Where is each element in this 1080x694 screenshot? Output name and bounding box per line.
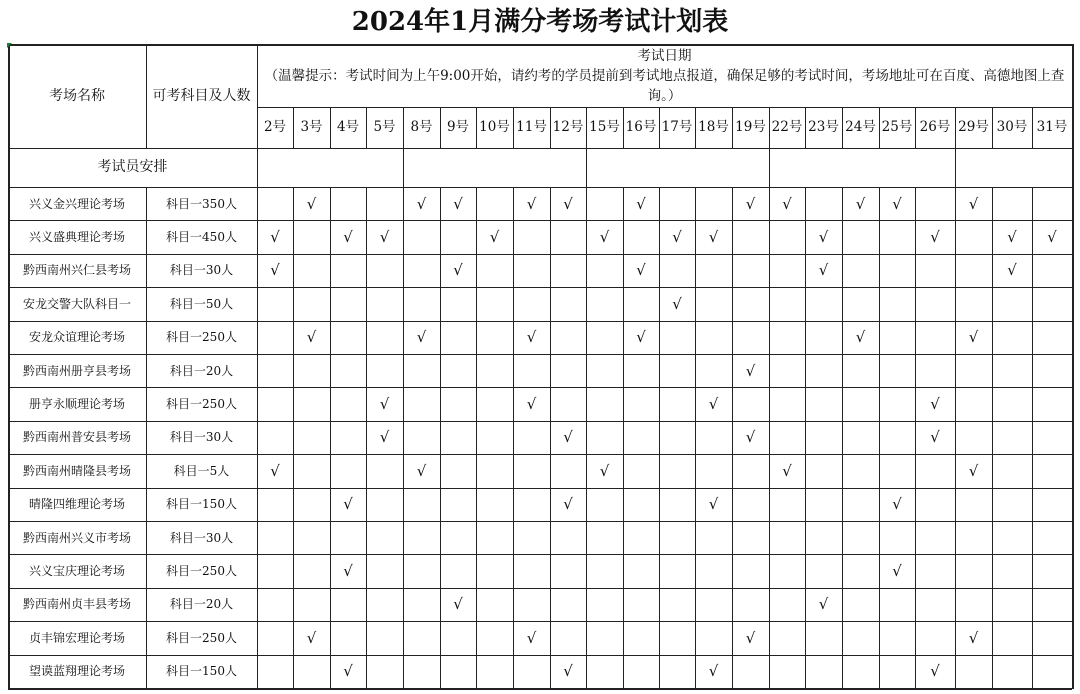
venue-name: 兴义盛典理论考场 bbox=[28, 229, 125, 244]
check-mark: √ bbox=[1007, 227, 1017, 246]
check-mark: √ bbox=[343, 495, 353, 514]
venue-name: 望谟蓝翔理论考场 bbox=[28, 664, 125, 679]
check-mark: √ bbox=[599, 461, 610, 480]
subject-capacity: 科目一20人 bbox=[169, 363, 234, 378]
date-column-header: 19号 bbox=[735, 119, 766, 136]
check-mark: √ bbox=[416, 461, 427, 480]
page-title: 2024年1月满分考场考试计划表 bbox=[351, 7, 729, 37]
check-mark: √ bbox=[708, 495, 719, 514]
date-column-header: 29号 bbox=[958, 119, 989, 136]
date-column-header: 8号 bbox=[410, 119, 433, 136]
check-mark: √ bbox=[672, 227, 682, 246]
subject-capacity: 科目一30人 bbox=[169, 263, 234, 278]
grid-line bbox=[955, 187, 956, 688]
check-mark: √ bbox=[306, 194, 317, 213]
check-mark: √ bbox=[745, 428, 756, 447]
venue-name: 安龙交警大队科目一 bbox=[22, 296, 131, 311]
subject-capacity: 科目一250人 bbox=[166, 563, 237, 578]
check-mark: √ bbox=[270, 461, 280, 480]
date-column-header: 11号 bbox=[516, 119, 547, 136]
venue-name: 黔西南州册亨县考场 bbox=[22, 363, 131, 378]
venue-name: 兴义金兴理论考场 bbox=[28, 196, 125, 211]
check-mark: √ bbox=[306, 328, 317, 347]
check-mark: √ bbox=[379, 227, 390, 246]
check-mark: √ bbox=[416, 328, 427, 347]
check-mark: √ bbox=[270, 227, 280, 246]
date-column-header: 15号 bbox=[589, 119, 620, 136]
grid-line bbox=[476, 187, 477, 688]
check-mark: √ bbox=[453, 261, 463, 280]
check-mark: √ bbox=[855, 194, 866, 213]
check-mark: √ bbox=[563, 495, 573, 514]
venue-name: 兴义宝庆理论考场 bbox=[28, 563, 125, 578]
subject-capacity: 科目一250人 bbox=[166, 630, 237, 645]
check-mark: √ bbox=[745, 628, 756, 647]
check-mark: √ bbox=[563, 662, 573, 681]
check-mark: √ bbox=[636, 328, 646, 347]
check-mark: √ bbox=[708, 662, 719, 681]
subject-capacity: 科目一30人 bbox=[169, 430, 234, 445]
venue-name: 黔西南州兴仁县考场 bbox=[22, 263, 131, 278]
check-mark: √ bbox=[930, 227, 940, 246]
check-mark: √ bbox=[453, 194, 463, 213]
venue-name: 贞丰锦宏理论考场 bbox=[28, 630, 125, 645]
check-mark: √ bbox=[526, 194, 537, 213]
venue-column-header: 考场名称 bbox=[49, 87, 105, 104]
check-mark: √ bbox=[782, 194, 792, 213]
grid-line bbox=[842, 187, 843, 688]
venue-name: 黔西南州贞丰县考场 bbox=[22, 597, 131, 612]
subject-capacity: 科目一150人 bbox=[166, 497, 237, 512]
check-mark: √ bbox=[489, 227, 500, 246]
date-column-header: 24号 bbox=[845, 119, 876, 136]
subject-capacity: 科目一50人 bbox=[169, 296, 234, 311]
date-column-header: 23号 bbox=[808, 119, 839, 136]
check-mark: √ bbox=[968, 328, 979, 347]
date-column-header: 17号 bbox=[661, 119, 693, 136]
grid-line bbox=[879, 187, 880, 688]
date-column-header: 26号 bbox=[919, 119, 951, 136]
subject-capacity: 科目一450人 bbox=[166, 229, 237, 244]
date-column-header: 4号 bbox=[336, 119, 360, 136]
check-mark: √ bbox=[453, 595, 463, 614]
grid-line bbox=[8, 688, 1072, 690]
venue-name: 黔西南州兴义市考场 bbox=[22, 530, 131, 545]
check-mark: √ bbox=[270, 261, 280, 280]
date-column-header: 31号 bbox=[1036, 119, 1068, 136]
venue-name: 册亨永顺理论考场 bbox=[28, 396, 125, 411]
check-mark: √ bbox=[892, 495, 902, 514]
check-mark: √ bbox=[1007, 261, 1017, 280]
check-mark: √ bbox=[968, 628, 979, 647]
check-mark: √ bbox=[636, 194, 646, 213]
check-mark: √ bbox=[563, 194, 573, 213]
cell-corner-indicator bbox=[7, 43, 12, 48]
venue-name: 黔西南州晴隆县考场 bbox=[22, 463, 131, 478]
check-mark: √ bbox=[855, 328, 866, 347]
grid-line bbox=[769, 187, 770, 688]
grid-line bbox=[695, 187, 696, 688]
check-mark: √ bbox=[416, 194, 427, 213]
check-mark: √ bbox=[563, 428, 573, 447]
subject-capacity: 科目一30人 bbox=[169, 530, 234, 545]
subject-capacity: 科目一20人 bbox=[169, 597, 234, 612]
date-header bbox=[257, 44, 1072, 107]
check-mark: √ bbox=[343, 662, 353, 681]
grid-line bbox=[403, 148, 404, 187]
check-mark: √ bbox=[343, 227, 353, 246]
check-mark: √ bbox=[599, 227, 610, 246]
grid-line bbox=[586, 148, 587, 187]
subject-capacity: 科目一5人 bbox=[173, 463, 230, 478]
venue-name: 晴隆四维理论考场 bbox=[28, 497, 125, 512]
check-mark: √ bbox=[818, 595, 829, 614]
subject-capacity: 科目一250人 bbox=[166, 330, 237, 345]
examiner-row-label: 考试员安排 bbox=[97, 159, 168, 176]
grid-line bbox=[586, 187, 587, 688]
check-mark: √ bbox=[343, 561, 353, 580]
date-column-header: 16号 bbox=[625, 119, 657, 136]
subject-capacity: 科目一350人 bbox=[166, 196, 237, 211]
date-column-header: 2号 bbox=[263, 119, 287, 136]
grid-line bbox=[513, 187, 514, 688]
check-mark: √ bbox=[968, 461, 979, 480]
venue-name: 安龙众谊理论考场 bbox=[28, 330, 125, 345]
check-mark: √ bbox=[708, 227, 719, 246]
check-mark: √ bbox=[818, 261, 829, 280]
date-column-header: 3号 bbox=[300, 119, 323, 136]
date-column-header: 18号 bbox=[698, 119, 729, 136]
check-mark: √ bbox=[930, 662, 940, 681]
grid-line bbox=[1072, 44, 1074, 689]
check-mark: √ bbox=[892, 561, 902, 580]
date-column-header: 25号 bbox=[881, 119, 913, 136]
grid-line bbox=[1032, 187, 1033, 688]
check-mark: √ bbox=[526, 394, 537, 413]
check-mark: √ bbox=[930, 428, 940, 447]
check-mark: √ bbox=[672, 294, 682, 313]
check-mark: √ bbox=[745, 361, 756, 380]
subject-capacity: 科目一250人 bbox=[166, 396, 237, 411]
date-column-header: 9号 bbox=[446, 119, 470, 136]
check-mark: √ bbox=[306, 628, 317, 647]
date-column-header: 30号 bbox=[996, 119, 1028, 136]
check-mark: √ bbox=[892, 194, 902, 213]
subject-column-header: 可考科目及人数 bbox=[152, 87, 251, 104]
check-mark: √ bbox=[968, 194, 979, 213]
grid-line bbox=[293, 187, 294, 688]
grid-line bbox=[769, 148, 770, 187]
date-label: 考试日期 bbox=[637, 47, 692, 64]
date-column-header: 10号 bbox=[479, 119, 510, 136]
subject-capacity: 科目一150人 bbox=[166, 664, 237, 679]
date-column-header: 5号 bbox=[373, 119, 396, 136]
check-mark: √ bbox=[818, 227, 829, 246]
check-mark: √ bbox=[379, 394, 390, 413]
grid-line bbox=[659, 187, 660, 688]
check-mark: √ bbox=[379, 428, 390, 447]
grid-line bbox=[403, 187, 404, 688]
check-mark: √ bbox=[745, 194, 756, 213]
check-mark: √ bbox=[708, 394, 719, 413]
check-mark: √ bbox=[930, 394, 940, 413]
check-mark: √ bbox=[526, 628, 537, 647]
check-mark: √ bbox=[526, 328, 537, 347]
grid-line bbox=[955, 148, 956, 187]
check-mark: √ bbox=[1047, 227, 1057, 246]
venue-name: 黔西南州普安县考场 bbox=[22, 430, 131, 445]
grid-line bbox=[330, 187, 331, 688]
check-mark: √ bbox=[782, 461, 792, 480]
date-column-header: 12号 bbox=[552, 119, 584, 136]
check-mark: √ bbox=[636, 261, 646, 280]
exam-notice: （温馨提示：考试时间为上午9:00开始，请约考的学员提前到考试地点报道，确保足够的考试时间，考场地址可在百度、高德地图上查询。） bbox=[264, 67, 1065, 104]
date-column-header: 22号 bbox=[771, 119, 803, 136]
